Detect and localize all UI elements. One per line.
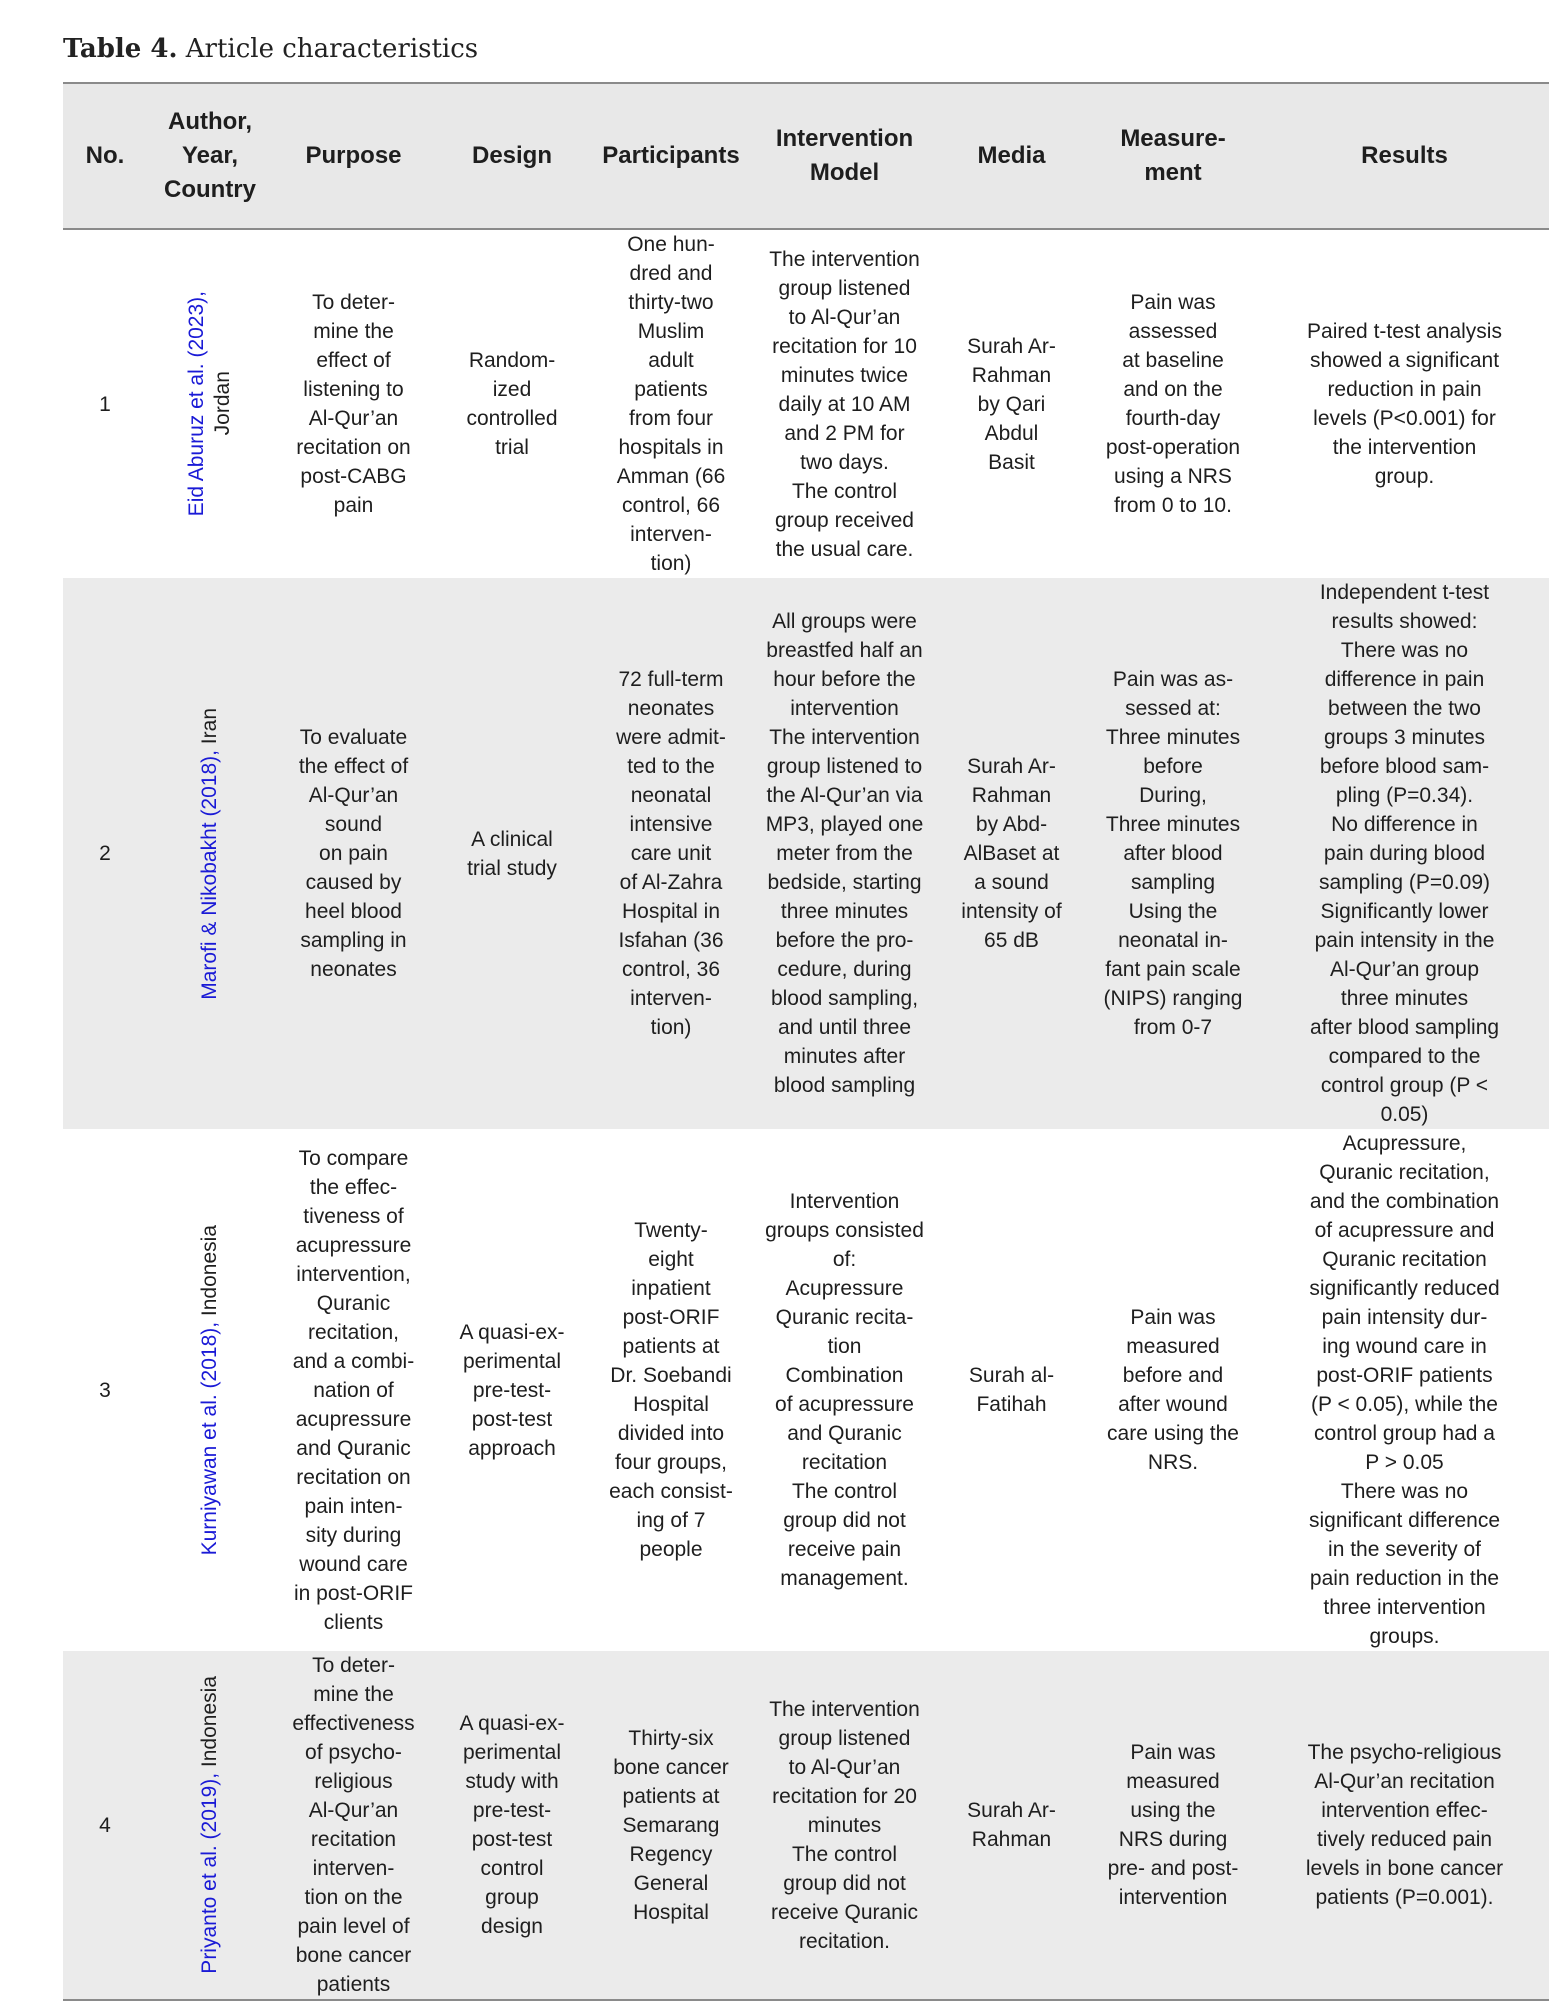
article-characteristics-table [63, 82, 1549, 2001]
author-citation-link[interactable]: Priyanto et al. (2019), [198, 1767, 221, 1974]
header-participants: Participants [602, 142, 740, 169]
cell-intervention: All groups were breastfed half an hour before the intervention The intervention group listened to the Al-Qur’an via MP3, played one meter from the bedside, starting three minutes before the pro- cedure, during blood sampling, and until three minutes after blood sampling [765, 610, 924, 1097]
cell-measurement: Pain was assessed at baseline and on the fourth-day post-operation using a NRS from 0 to 10. [1105, 291, 1241, 517]
header-author: Author, Year, Country [164, 108, 256, 203]
author-country: Indonesia [198, 1676, 221, 1768]
cell-author [147, 229, 273, 578]
table-header-row [63, 83, 1549, 229]
cell-results: Paired t-test analysis showed a significant reduction in pain levels (P<0.001) for the intervention group. [1307, 320, 1502, 488]
cell-purpose: To deter- mine the effect of listening to Al-Qur’an recitation on post-CABG pain [296, 291, 411, 517]
cell-no: 3 [99, 1378, 111, 1402]
table-row [63, 1129, 1549, 1651]
author-citation-link[interactable]: Kurniyawan et al. (2018), [198, 1315, 221, 1556]
cell-participants: Thirty-six bone cancer patients at Semarang Regency General Hospital [613, 1726, 729, 1924]
cell-measurement: Pain was measured before and after wound care using the NRS. [1107, 1306, 1239, 1474]
header-intervention: Intervention Model [775, 125, 914, 186]
cell-participants: 72 full-term neonates were admit- ted to the neonatal intensive care unit of Al-Zahra Hospital in Isfahan (36 control, 36 interven- tion) [616, 668, 726, 1039]
cell-no: 4 [99, 1813, 111, 1837]
cell-media: Surah Ar- Rahman by Abd- AlBaset at a sound intensity of 65 dB [961, 755, 1062, 952]
cell-results: Acupressure, Quranic recitation, and the combination of acupressure and Quranic recitation significantly reduced pain intensity dur- ing wound care in post-ORIF patients (P < 0.05), while the control group had a P > 0.05 There was no significant difference in the severity of pain reduction in the three intervention groups. [1308, 1132, 1501, 1648]
cell-intervention: The intervention group listened to Al-Qur’an recitation for 10 minutes twice daily at 10 AM and 2 PM for two days. The control group received the usual care. [769, 247, 920, 561]
cell-results: Independent t-test results showed: There was no difference in pain between the two groups 3 minutes before blood sam- pling (P=0.34). No difference in pain during blood sampling (P=0.09) Significantly lower pain intensity in the Al-Qur’an group three minutes after blood sampling compared to the control group (P < 0.05) [1309, 581, 1500, 1126]
author-citation-link[interactable]: Marofi & Nikobakht (2018), [198, 743, 221, 1000]
table-row [63, 1651, 1549, 2000]
cell-no: 1 [99, 392, 111, 416]
header-measurement: Measure- ment [1120, 125, 1226, 186]
cell-no: 2 [99, 842, 111, 865]
cell-measurement: Pain was as- sessed at: Three minutes before During, Three minutes after blood sampling Using the neonatal in- fant pain scale (NIPS) ranging from 0-7 [1103, 668, 1243, 1039]
author-country: Jordan [211, 371, 234, 437]
cell-design: A clinical trial study [467, 827, 557, 880]
author-country: Iran [198, 707, 221, 744]
cell-author [147, 1651, 273, 2000]
header-results: Results [1361, 142, 1448, 169]
header-media: Media [977, 142, 1046, 169]
header-purpose: Purpose [305, 142, 402, 169]
cell-author [147, 578, 273, 1129]
cell-design: Random- ized controlled trial [466, 349, 558, 459]
table-caption-label: Table 4. [63, 34, 178, 64]
table-caption-text: Article characteristics [185, 34, 479, 64]
cell-participants: One hun- dred and thirty-two Muslim adult patients from four hospitals in Amman (66 control, 66 interven- tion) [616, 233, 726, 575]
cell-media: Surah Ar- Rahman [967, 1799, 1056, 1851]
cell-media: Surah al- Fatihah [968, 1364, 1055, 1416]
cell-purpose: To compare the effec- tiveness of acupressure intervention, Quranic recitation, and a combi- nation of acupressure and Quranic recitation on pain inten- sity during wound care in post-ORIF clients [292, 1146, 415, 1634]
author-country: Indonesia [198, 1224, 221, 1316]
table-row [63, 578, 1549, 1129]
cell-participants: Twenty- eight inpatient post-ORIF patients at Dr. Soebandi Hospital divided into four groups, each consist- ing of 7 people [609, 1219, 733, 1561]
header-no: No. [85, 142, 125, 169]
cell-author [147, 1129, 273, 1651]
cell-measurement: Pain was measured using the NRS during pre- and post- intervention [1107, 1741, 1239, 1909]
table-caption [63, 34, 478, 64]
cell-results: The psycho-religious Al-Qur’an recitation intervention effec- tively reduced pain levels in bone cancer patients (P=0.001). [1305, 1741, 1504, 1909]
cell-media: Surah Ar- Rahman by Qari Abdul Basit [967, 334, 1056, 474]
cell-design: A quasi-ex- perimental study with pre-test- post-test control group design [459, 1712, 565, 1938]
cell-intervention: The intervention group listened to Al-Qur’an recitation for 20 minutes The control group did not receive Quranic recitation. [769, 1697, 920, 1953]
header-design: Design [471, 142, 552, 169]
cell-purpose: To evaluate the effect of Al-Qur’an sound on pain caused by heel blood sampling in neonates [298, 726, 409, 981]
cell-design: A quasi-ex- perimental pre-test- post-test approach [459, 1320, 565, 1460]
cell-intervention: Intervention groups consisted of: Acupressure Quranic recita- tion Combination of acupressure and Quranic recitation The control group did not receive pain management. [765, 1190, 924, 1590]
table-row [63, 229, 1549, 578]
author-citation-link[interactable]: Eid Aburuz et al. (2023), [185, 291, 208, 517]
cell-purpose: To deter- mine the effectiveness of psycho- religious Al-Qur’an recitation interven- tion on the pain level of bone cancer patients [292, 1654, 415, 1996]
